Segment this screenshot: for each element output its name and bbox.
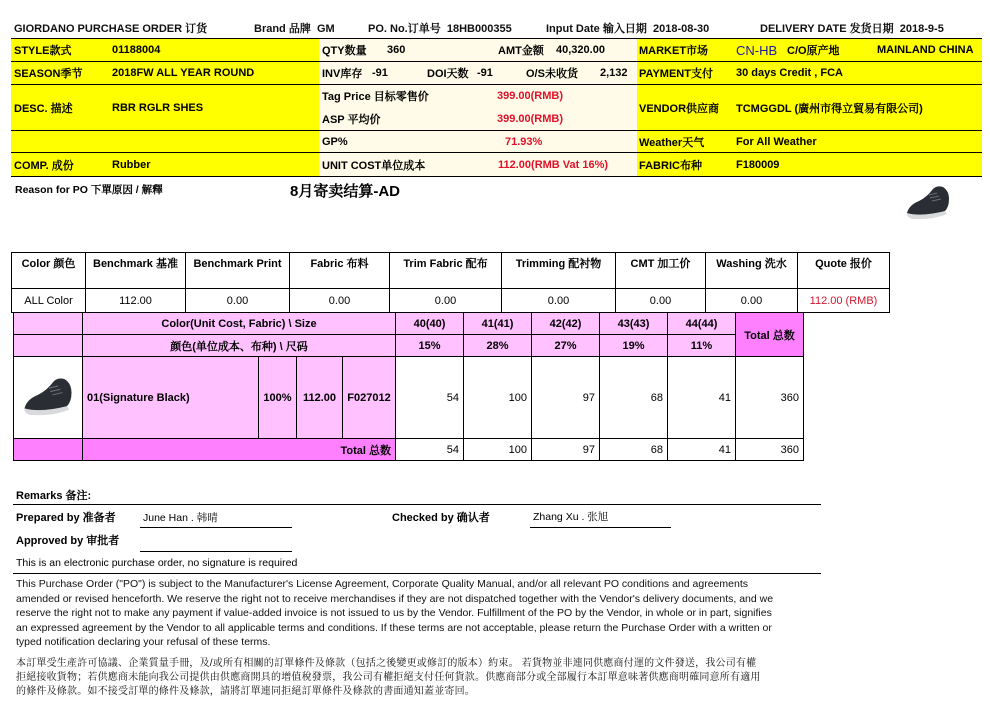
doi-value: -91	[477, 67, 493, 79]
cost-header-trimming: Trimming 配衬物	[502, 253, 616, 289]
qty-43: 68	[600, 357, 668, 439]
total-44: 41	[668, 439, 736, 461]
cost-breakdown-table	[11, 252, 890, 313]
unit-cost-value: 112.00(RMB Vat 16%)	[498, 158, 609, 171]
po-number-label: PO. No.订单号	[368, 23, 441, 35]
reason-value: 8月寄卖结算-AD	[290, 183, 401, 200]
row-percent: 100%	[259, 357, 297, 439]
cost-trim-fabric: 0.00	[390, 289, 502, 313]
size-header-cn: 颜色(单位成本、布种) \ 尺码	[83, 335, 396, 357]
approved-label: Approved by 审批者	[16, 535, 120, 547]
vendor-value: TCMGGDL (廣州市得立貿易有限公司)	[736, 102, 923, 115]
row-total: 360	[736, 357, 804, 439]
asp-label: ASP 平均价	[322, 114, 381, 126]
doi-label: DOI天数	[427, 68, 469, 80]
size-header-row	[14, 313, 804, 335]
cost-benchmark-print: 0.00	[186, 289, 290, 313]
cost-color: ALL Color	[12, 289, 86, 313]
grand-total: 360	[736, 439, 804, 461]
qty-value: 360	[387, 44, 406, 56]
ratio-42: 27%	[532, 335, 600, 357]
ratio-44: 11%	[668, 335, 736, 357]
size-40: 40(40)	[396, 313, 464, 335]
vendor-label: VENDOR供应商	[639, 102, 720, 115]
size-breakdown-table	[13, 312, 804, 461]
prepared-value: June Han . 韩晴	[143, 512, 218, 524]
cost-header-cmt: CMT 加工价	[616, 253, 706, 289]
cost-trimming: 0.00	[502, 289, 616, 313]
total-header: Total 总数	[736, 313, 804, 357]
market-value: CN-HB	[736, 42, 778, 58]
po-number-value: 18HB000355	[446, 23, 512, 35]
prepared-label: Prepared by 准备者	[16, 512, 116, 524]
brand-field	[254, 20, 335, 36]
terms-en-line: amended or revised henceforth. We reserve the right not to receive merchandises if they are not dispatched together with the Vendor's delivery documents, and we	[16, 592, 774, 605]
weather-label: Weather天气	[639, 136, 705, 149]
terms-chinese	[16, 657, 761, 699]
checked-label: Checked by 确认者	[392, 512, 490, 524]
ratio-40: 15%	[396, 335, 464, 357]
comp-value: Rubber	[112, 158, 151, 171]
cost-header-fabric: Fabric 布料	[290, 253, 390, 289]
qty-42: 97	[532, 357, 600, 439]
po-title: GIORDANO PURCHASE ORDER 订货	[14, 23, 208, 35]
qty-40: 54	[396, 357, 464, 439]
terms-en-line: typed notification declaring your refusal of these terms.	[16, 636, 271, 648]
reason-label: Reason for PO 下單原因 / 解釋	[15, 184, 163, 196]
cost-fabric: 0.00	[290, 289, 390, 313]
brand-value: GM	[316, 23, 335, 35]
terms-cn-line: 的條件及條款。如不接受訂單的條件及條款，請將訂單連同拒絕訂單條件及條款的書面通知蓋並寄回。	[16, 686, 475, 697]
terms-cn-line: 拒絕接收貨物；若供應商未能向我公司提供由供應商開具的增值稅發票，我公司有權拒絕支付任何貨款。供應商部分或全部履行本訂單意味著供應商明確同意所有適用	[16, 672, 761, 683]
info-grid	[11, 38, 982, 177]
desc-value: RBR RGLR SHES	[112, 101, 204, 114]
cost-quote: 112.00 (RMB)	[798, 289, 890, 313]
row-cost: 112.00	[297, 357, 343, 439]
remarks-divider	[13, 504, 821, 505]
total-41: 100	[464, 439, 532, 461]
delivery-date-field	[760, 20, 944, 36]
po-number-field	[368, 20, 512, 36]
size-42: 42(42)	[532, 313, 600, 335]
size-total-row	[14, 439, 804, 461]
product-shoe-image	[903, 183, 953, 221]
weather-value: For All Weather	[736, 135, 817, 148]
terms-english	[16, 577, 773, 650]
size-header-en: Color(Unit Cost, Fabric) \ Size	[83, 313, 396, 335]
inv-label: INV库存	[322, 68, 363, 80]
fabric-value: F180009	[736, 158, 780, 171]
delivery-date-label: DELIVERY DATE 发货日期	[760, 23, 894, 35]
comp-label: COMP. 成份	[14, 159, 74, 172]
season-value: 2018FW ALL YEAR ROUND	[112, 67, 255, 79]
total-42: 97	[532, 439, 600, 461]
fabric-label: FABRIC布种	[639, 159, 702, 172]
inv-value: -91	[372, 67, 388, 79]
os-value: 2,132	[600, 67, 628, 79]
total-label: Total 总数	[83, 439, 396, 461]
qty-44: 41	[668, 357, 736, 439]
os-label: O/S未收货	[526, 68, 578, 80]
cost-header-trim-fabric: Trim Fabric 配布	[390, 253, 502, 289]
unit-cost-label: UNIT COST单位成本	[322, 159, 426, 172]
terms-cn-line: 本訂單受生產許可協議、企業質量手冊，及/或所有相關的訂單條件及條款（包括之後變更或修訂的版本）約束。 若貨物並非連同供應商付運的文件發送，我公司有權	[16, 658, 757, 669]
co-value: MAINLAND CHINA	[877, 44, 974, 56]
market-label: MARKET市场	[639, 45, 709, 57]
season-label: SEASON季节	[14, 68, 83, 80]
input-date-label: Input Date 输入日期	[546, 23, 647, 35]
tag-price-label: Tag Price 目标零售价	[322, 91, 429, 103]
total-43: 68	[600, 439, 668, 461]
asp-value: 399.00(RMB)	[497, 113, 564, 125]
size-44: 44(44)	[668, 313, 736, 335]
approved-signature-line	[140, 551, 292, 552]
style-value: 01188004	[112, 44, 161, 56]
desc-label: DESC. 描述	[14, 102, 73, 115]
cost-header-benchmark-print: Benchmark Print	[186, 253, 290, 289]
checked-value: Zhang Xu . 张旭	[533, 511, 609, 523]
delivery-date-value: 2018-9-5	[899, 23, 944, 35]
gp-value: 71.93%	[505, 135, 543, 148]
amt-label: AMT金额	[498, 45, 544, 57]
cost-header-benchmark: Benchmark 基准	[86, 253, 186, 289]
amt-value: 40,320.00	[556, 44, 605, 56]
input-date-value: 2018-08-30	[652, 23, 710, 35]
cost-header-color: Color 颜色	[12, 253, 86, 289]
size-43: 43(43)	[600, 313, 668, 335]
checked-signature-line	[530, 527, 671, 528]
size-data-row	[14, 357, 804, 439]
prepared-signature-line	[140, 527, 292, 528]
payment-value: 30 days Credit , FCA	[736, 67, 843, 79]
cost-header-quote: Quote 报价	[798, 253, 890, 289]
row-color: 01(Signature Black)	[83, 357, 259, 439]
cost-washing: 0.00	[706, 289, 798, 313]
row-shoe-image-cell	[14, 357, 83, 439]
input-date-field	[546, 20, 709, 36]
cost-cmt: 0.00	[616, 289, 706, 313]
remarks-label: Remarks 备注:	[16, 490, 92, 502]
cost-header-row	[12, 253, 890, 289]
brand-label: Brand 品牌	[254, 23, 311, 35]
qty-label: QTY数量	[322, 45, 367, 57]
gp-label: GP%	[322, 135, 348, 148]
terms-en-line: an expressed agreement by the Vendor to all applicable terms and conditions. If these terms are not acceptable, please return the Purchase Order with a written or	[16, 621, 772, 634]
qty-41: 100	[464, 357, 532, 439]
payment-label: PAYMENT支付	[639, 68, 713, 80]
terms-divider	[13, 573, 821, 574]
size-41: 41(41)	[464, 313, 532, 335]
cost-header-washing: Washing 洗水	[706, 253, 798, 289]
row-fabric: F027012	[343, 357, 396, 439]
co-label: C/O原产地	[787, 45, 840, 57]
terms-en-line: reserve the right not to make any payment if value-added invoice is not issued to us by the Vendor. Fulfillment of the PO by the Vendor, in whole or in part, signifies	[16, 607, 772, 619]
row-shoe-image	[20, 374, 76, 418]
electronic-note: This is an electronic purchase order, no signature is required	[16, 557, 298, 569]
size-ratio-row	[14, 335, 804, 357]
total-40: 54	[396, 439, 464, 461]
tag-price-value: 399.00(RMB)	[497, 90, 564, 102]
ratio-43: 19%	[600, 335, 668, 357]
cost-value-row	[12, 289, 890, 313]
terms-en-line: This Purchase Order ("PO") is subject to the Manufacturer's License Agreement, Corporate Quality Manual, and/or all relevant PO conditions and agreements	[16, 578, 748, 590]
style-label: STYLE款式	[14, 45, 72, 57]
ratio-41: 28%	[464, 335, 532, 357]
cost-benchmark: 112.00	[86, 289, 186, 313]
